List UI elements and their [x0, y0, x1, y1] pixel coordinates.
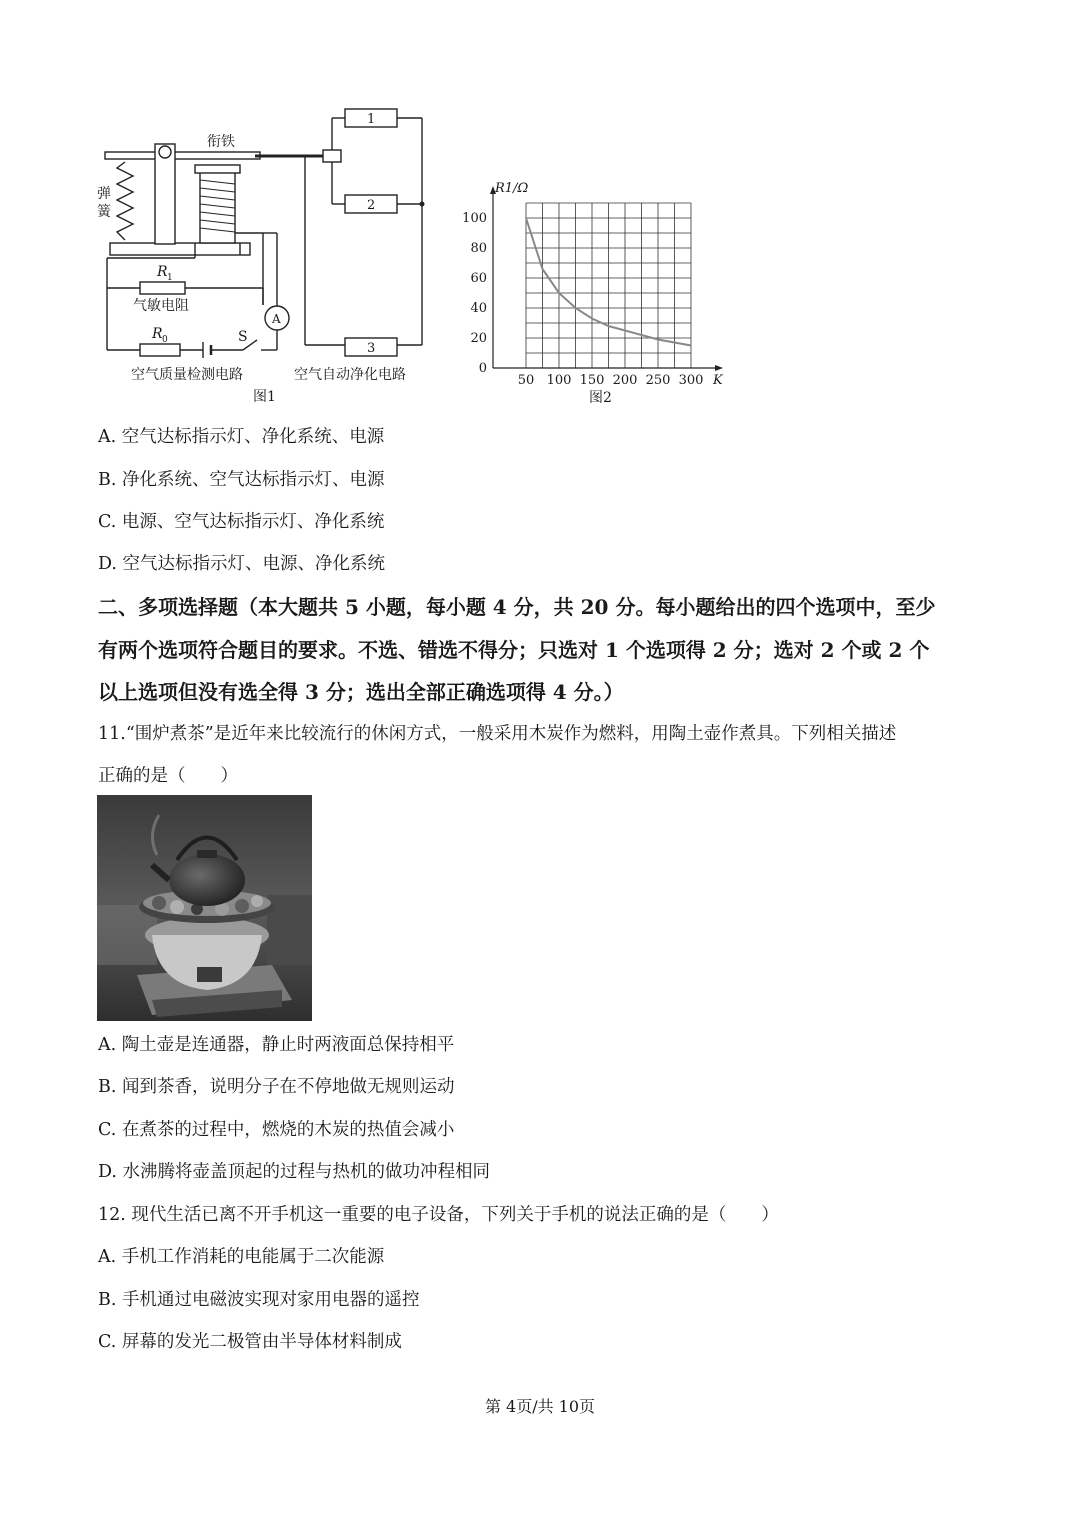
x-tick-label: 200 — [612, 373, 638, 388]
q11-option-d: D. 水沸腾将壶盖顶起的过程与热机的做功冲程相同 — [98, 1162, 491, 1182]
x-axis-arrow — [715, 365, 723, 371]
box-1-label: 1 — [367, 112, 376, 127]
figure-2-chart — [455, 170, 735, 410]
section-2-heading-line-3: 以上选项但没有选全得 3 分；选出全部正确选项得 4 分。） — [98, 680, 624, 704]
r1-description: 气敏电阻 — [133, 298, 189, 314]
r1-subscript: 1 — [167, 273, 173, 283]
figure-1-circuit — [95, 100, 440, 410]
r1-symbol: R — [157, 264, 168, 280]
x-tick-label: 300 — [678, 373, 704, 388]
y-tick-label: 60 — [470, 271, 487, 286]
q12-option-c: C. 屏幕的发光二极管由半导体材料制成 — [98, 1332, 402, 1352]
y-tick-label: 20 — [470, 331, 487, 346]
x-tick-label: 50 — [517, 373, 535, 388]
y-tick-label: 0 — [478, 361, 487, 376]
page-footer: 第 4页/共 10页 — [484, 1397, 596, 1416]
right-circuit-label: 空气自动净化电路 — [294, 367, 406, 383]
y-tick-label: 40 — [470, 301, 487, 316]
spring-label-2: 簧 — [97, 204, 111, 220]
tea-stove-photo — [97, 795, 312, 1021]
x-tick-label: 250 — [645, 373, 671, 388]
q10-option-a: A. 空气达标指示灯、净化系统、电源 — [98, 427, 385, 447]
q10-option-c: C. 电源、空气达标指示灯、净化系统 — [98, 512, 385, 532]
spring-label-1: 弹 — [97, 186, 111, 202]
q10-option-b: B. 净化系统、空气达标指示灯、电源 — [98, 470, 385, 490]
q11-option-a: A. 陶土壶是连通器，静止时两液面总保持相平 — [98, 1035, 455, 1055]
ammeter-label: A — [272, 312, 281, 326]
section-2-heading-line-2: 有两个选项符合题目的要求。不选、错选不得分；只选对 1 个选项得 2 分；选对 2 个或 2 个 — [98, 638, 930, 662]
x-tick-label: 150 — [579, 373, 605, 388]
x-tick-label: 100 — [546, 373, 572, 388]
left-circuit-label: 空气质量检测电路 — [131, 367, 243, 383]
figure-1-caption: 图1 — [253, 389, 276, 405]
switch-label: S — [238, 329, 248, 345]
r0-subscript: 0 — [162, 335, 168, 345]
y-axis-label: R1/Ω — [495, 181, 529, 196]
figure-2-caption: 图2 — [589, 390, 612, 406]
y-tick-label: 100 — [462, 211, 487, 226]
q12-stem: 12. 现代生活已离不开手机这一重要的电子设备，下列关于手机的说法正确的是（ ） — [98, 1205, 779, 1225]
q11-option-c: C. 在煮茶的过程中，燃烧的木炭的热值会减小 — [98, 1120, 455, 1140]
q11-stem-line-2: 正确的是（ ） — [98, 766, 238, 786]
q11-option-b: B. 闻到茶香，说明分子在不停地做无规则运动 — [98, 1077, 455, 1097]
box-3-label: 3 — [367, 341, 376, 356]
section-2-heading-line-1: 二、多项选择题（本大题共 5 小题，每小题 4 分，共 20 分。每小题给出的四个选项中，至少 — [98, 595, 936, 619]
q12-option-b: B. 手机通过电磁波实现对家用电器的遥控 — [98, 1290, 420, 1310]
q12-option-a: A. 手机工作消耗的电能属于二次能源 — [98, 1247, 385, 1267]
armature-label: 衔铁 — [207, 134, 235, 150]
box-2-label: 2 — [367, 198, 376, 213]
x-axis-label: K — [713, 373, 723, 388]
y-tick-label: 80 — [470, 241, 487, 256]
q10-option-d: D. 空气达标指示灯、电源、净化系统 — [98, 554, 386, 574]
q11-stem-line-1: 11.“围炉煮茶”是近年来比较流行的休闲方式，一般采用木炭作为燃料，用陶土壶作煮具。下列相关描述 — [98, 724, 897, 744]
r0-symbol: R — [152, 326, 163, 342]
